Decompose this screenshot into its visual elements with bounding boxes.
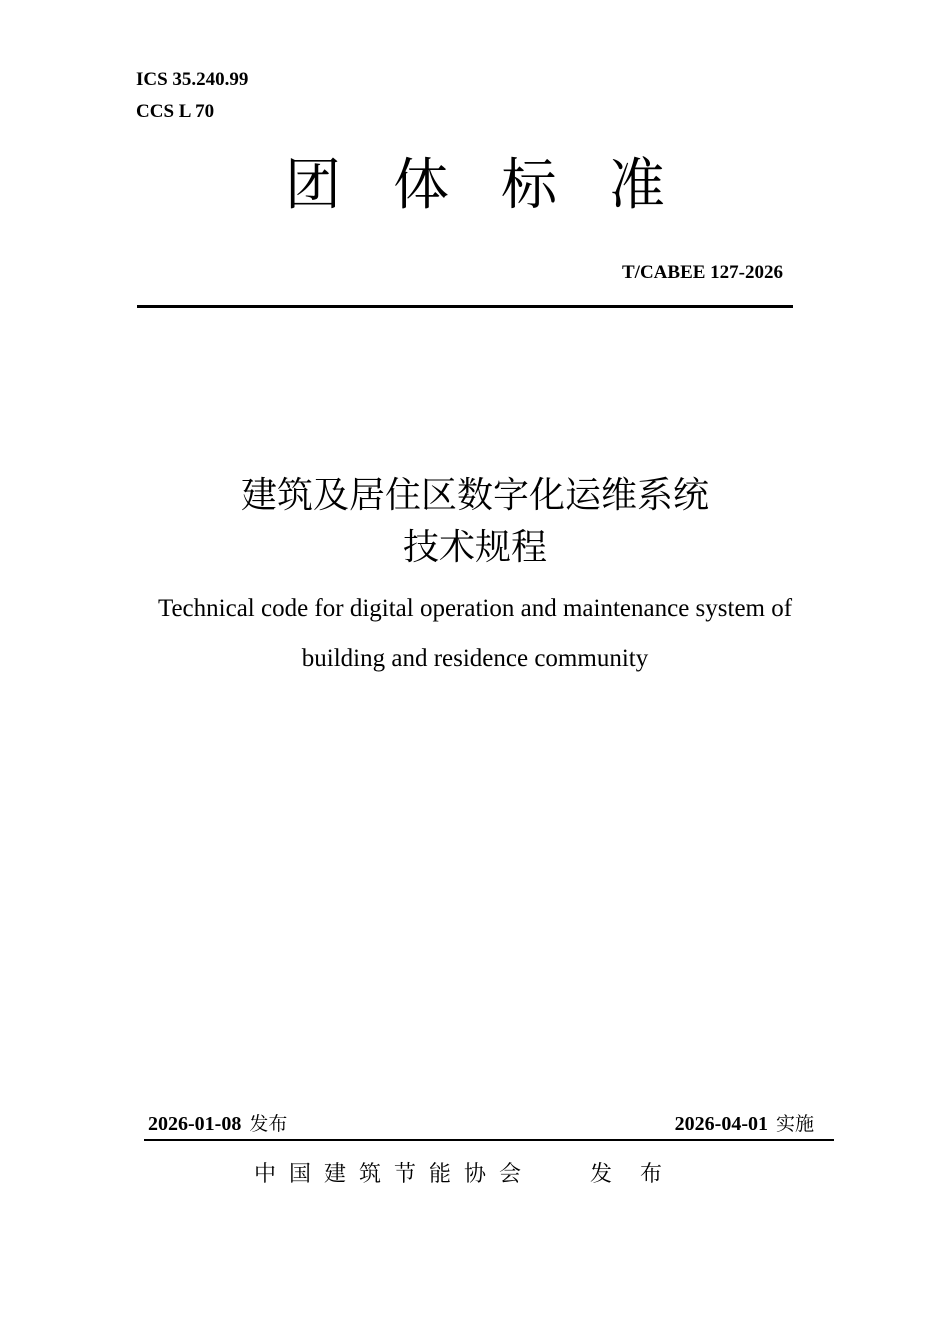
header-divider — [137, 305, 793, 308]
publisher-action: 发布 — [590, 1162, 691, 1187]
issue-date: 2026-01-08 — [148, 1113, 242, 1135]
chinese-title-line-1: 建筑及居住区数字化运维系统 — [240, 475, 709, 516]
implement-date: 2026-04-01 — [674, 1113, 768, 1135]
english-title-line-2: building and residence community — [301, 645, 649, 672]
issue-info — [148, 1110, 287, 1138]
standard-number: T/CABEE 127-2026 — [622, 262, 783, 283]
ics-code: ICS 35.240.99 — [136, 69, 249, 90]
implement-info — [675, 1110, 814, 1138]
english-title — [0, 584, 950, 684]
classification-codes — [136, 64, 248, 128]
english-title-line-1: Technical code for digital operation and maintenance system of — [157, 595, 793, 622]
footer-divider — [144, 1139, 834, 1141]
implement-label: 实施 — [775, 1113, 814, 1135]
chinese-title — [0, 470, 950, 574]
chinese-title-line-2: 技术规程 — [402, 527, 547, 568]
publisher-line — [254, 1158, 690, 1192]
ccs-code: CCS L 70 — [136, 101, 215, 122]
issue-label: 发布 — [249, 1113, 288, 1135]
standard-type-heading: 团体标准 — [285, 153, 717, 218]
publisher-organization: 中国建筑节能协会 — [254, 1162, 535, 1187]
